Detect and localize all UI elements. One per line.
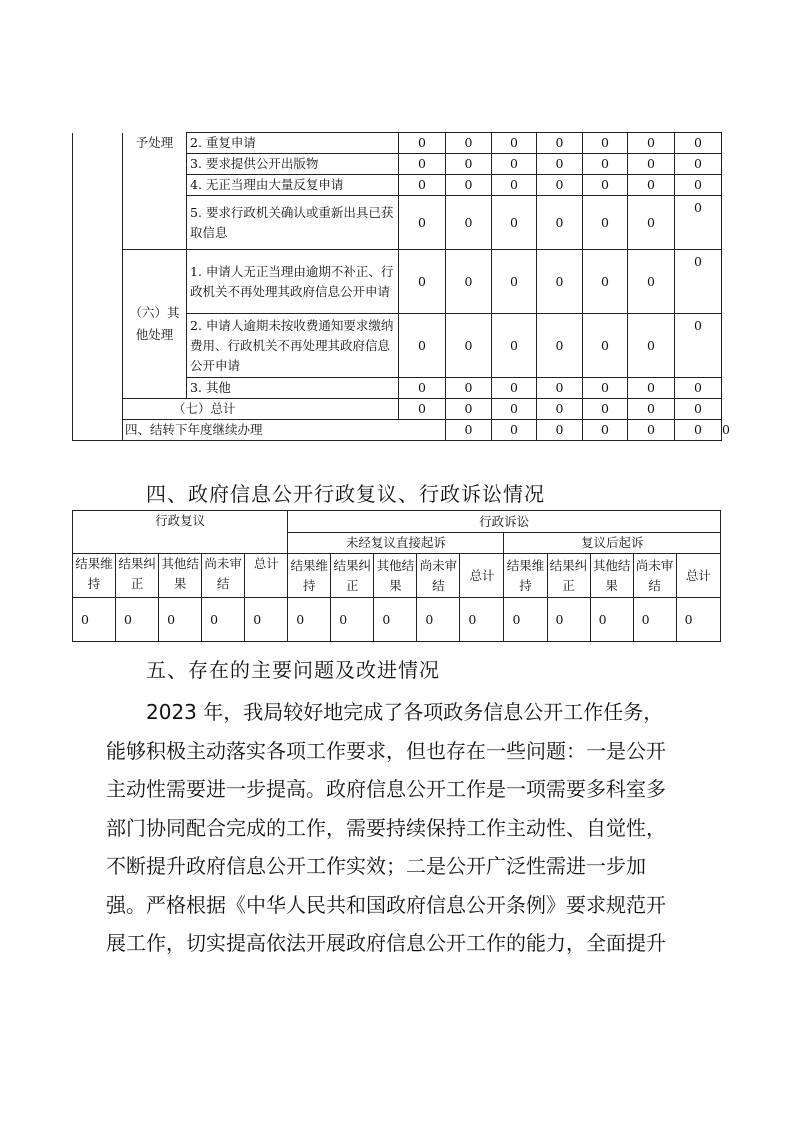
- paragraph-line: 展工作，切实提高依法开展政府信息公开工作的能力，全面提升: [106, 931, 666, 955]
- row-label: 1. 申请人无正当理由逾期不补正、行政机关不再处理其政府信息公开申请: [187, 250, 399, 314]
- section-5-heading: 五、存在的主要问题及改进情况: [146, 658, 440, 682]
- values-row: 0 0 0 0 0 0 0 0 0 0 0 0 0 0 0: [73, 598, 721, 642]
- paragraph-line: 不断提升政府信息公开工作实效；二是公开广泛性需进一步加: [106, 854, 646, 878]
- carry-over-row: 四、结转下年度继续办理 0 0 0 0 0 0 0: [73, 420, 722, 441]
- table-row: 予处理 2. 重复申请 0 0 0 0 0 0 0: [73, 133, 722, 154]
- column-label-row: 结果维持 结果纠正 其他结果 尚未审结 总计 结果维持 结果纠正 其他结果 尚未审结 总计 结果维持 结果纠正 其他结果 尚未审结 总计: [73, 554, 721, 598]
- row-label: 3. 其他: [187, 378, 399, 399]
- paragraph-line: 强。严格根据《中华人民共和国政府信息公开条例》要求规范开: [106, 892, 666, 917]
- paragraph-line: 主动性需要进一步提高。政府信息公开工作是一项需要多科室多: [106, 777, 666, 801]
- litigation-header: 行政诉讼: [288, 511, 721, 533]
- direct-suit-header: 未经复议直接起诉: [288, 533, 504, 554]
- table-row: 5. 要求行政机关确认或重新出具已获取信息 0 0 0 0 0 0 0: [73, 196, 722, 250]
- row-label: 4. 无正当理由大量反复申请: [187, 175, 399, 196]
- carry-over-label: 四、结转下年度继续办理: [123, 420, 446, 441]
- group-label: 予处理: [123, 133, 187, 250]
- section-4-heading: 四、政府信息公开行政复议、行政诉讼情况: [146, 482, 545, 506]
- review-header: 行政复议: [73, 511, 288, 554]
- table-row: 3. 其他 0 0 0 0 0 0 0: [73, 378, 722, 399]
- after-review-header: 复议后起诉: [504, 533, 721, 554]
- total-row: （七）总计 0 0 0 0 0 0 0: [73, 399, 722, 420]
- row-label: 2. 申请人逾期未按收费通知要求缴纳费用、行政机关不再处理其政府信息公开申请: [187, 314, 399, 378]
- review-litigation-table: [72, 510, 721, 642]
- paragraph-line: 能够积极主动落实各项工作要求，但也存在一些问题：一是公开: [106, 738, 666, 763]
- row-label: 5. 要求行政机关确认或重新出具已获取信息: [187, 196, 399, 250]
- table-row: 2. 申请人逾期未按收费通知要求缴纳费用、行政机关不再处理其政府信息公开申请 0 0 0 0 0 0 0: [73, 314, 722, 378]
- table-row: 3. 要求提供公开出版物 0 0 0 0 0 0 0: [73, 154, 722, 175]
- table-row: （六）其他处理 1. 申请人无正当理由逾期不补正、行政机关不再处理其政府信息公开申请 0 0 0 0 0 0 0: [73, 250, 722, 314]
- problems-paragraph: [106, 693, 696, 963]
- row-label: 3. 要求提供公开出版物: [187, 154, 399, 175]
- total-label: （七）总计: [123, 399, 399, 420]
- table-row: 4. 无正当理由大量反复申请 0 0 0 0 0 0 0: [73, 175, 722, 196]
- row-label: 2. 重复申请: [187, 133, 399, 154]
- application-handling-table: [72, 132, 730, 441]
- paragraph-line: 2023 年，我局较好地完成了各项政务信息公开工作任务，: [146, 700, 664, 724]
- paragraph-line: 部门协同配合完成的工作，需要持续保持工作主动性、自觉性，: [106, 815, 666, 840]
- other-handling-label: （六）其他处理: [123, 250, 187, 399]
